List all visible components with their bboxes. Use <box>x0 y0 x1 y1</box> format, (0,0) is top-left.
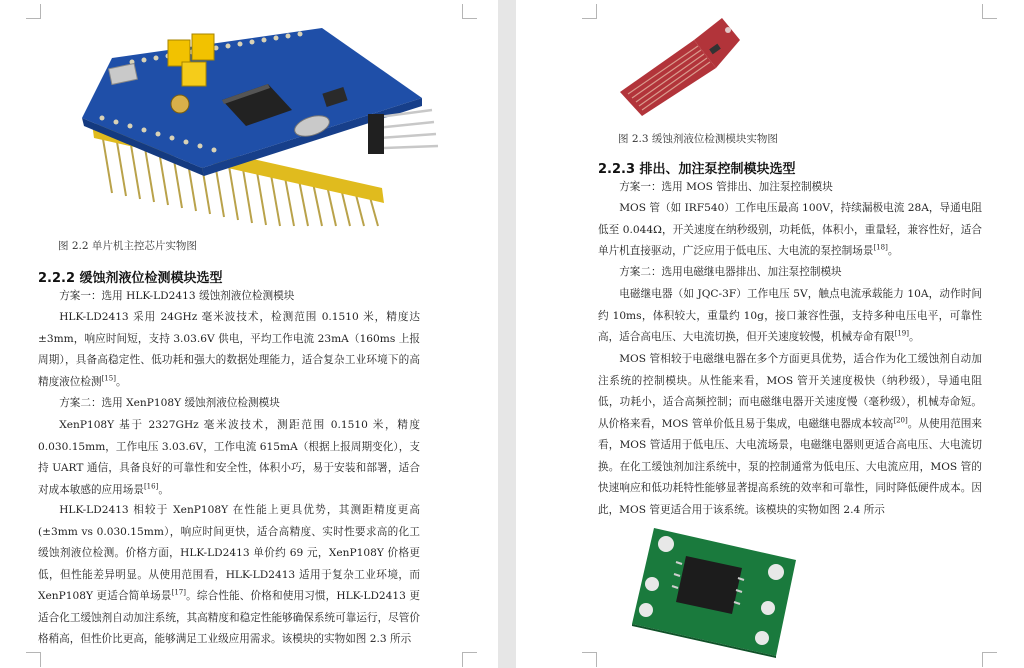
option-2-end: 。 <box>909 331 920 343</box>
section-heading: 2.2.3 排出、加注泵控制模块选型 <box>598 162 796 177</box>
document-page-right <box>516 0 1024 668</box>
comparison-body: MOS 管相较于电磁继电器在多个方面更具优势，适合作为化工缓蚀剂自动加注系统的控制模块。从性能来看，MOS 管开关速度极快（纳秒级），导通电阻低，功耗小，适合高频控制；而电磁继电器开关速度慢（毫秒级），机械寿命短。从价格来看，MOS 管单价低且易于集成，电磁继电器成本较高 <box>598 353 982 430</box>
comparison-paragraph <box>598 349 982 521</box>
option-2-body: XenP108Y 基于 2327GHz 毫米波技术，测距范围 0.1510 米，精度 0.030.15mm，工作电压 3.03.6V，工作电流 615mA（根据上报周期变化），支持 UART 通信，具备良好的可靠性和安全性，体积小巧，易于安装和部署，适合对成本敏感的应用场景 <box>38 419 420 496</box>
option-1-paragraph <box>38 307 420 393</box>
crop-mark <box>982 4 997 19</box>
option-2-end: 。 <box>158 483 169 496</box>
microcontroller-board-image <box>72 18 442 232</box>
comparison-body: HLK-LD2413 相较于 XenP108Y 在性能上更具优势，其测距精度更高(±3mm vs 0.030.15mm），响应时间更快，适合高精度、实时性要求高的化工缓蚀剂液位检测。价格方面，HLK-LD2413 单价约 69 元，XenP108Y 价格更低，但性能差异明显。从使用范围看，HLK-LD2413 适用于复杂工业环境，而 XenP108Y 更适合简单场景 <box>38 504 420 602</box>
crop-mark <box>982 652 997 667</box>
option-1-body: HLK-LD2413 采用 24GHz 毫米波技术，检测范围 0.1510 米，精度达±3mm，响应时间短，支持 3.03.6V 供电，平均工作电流 23mA（160ms 上报周期），具备高稳定性、低功耗和强大的数据处理能力，适合复杂工业环境下的高精度液位检测 <box>38 311 420 388</box>
citation: [16] <box>143 481 159 490</box>
crop-mark <box>462 652 477 667</box>
option-1-title: 方案一：选用 MOS 管排出、加注泵控制模块 <box>619 181 833 193</box>
citation: [18] <box>873 243 888 252</box>
section-heading: 2.2.2 缓蚀剂液位检测模块选型 <box>38 271 223 286</box>
option-1-title: 方案一：选用 HLK-LD2413 缓蚀剂液位检测模块 <box>59 290 295 302</box>
mos-module-image <box>630 526 800 658</box>
option-1-end: 。 <box>887 245 899 257</box>
comparison-paragraph <box>38 500 420 651</box>
figure-caption: 图 2.2 单片机主控芯片实物图 <box>58 240 197 252</box>
citation: [19] <box>894 329 909 338</box>
crop-mark <box>582 4 597 19</box>
page-gutter <box>498 0 516 668</box>
option-2-title: 方案二：选用 XenP108Y 缓蚀剂液位检测模块 <box>59 397 280 409</box>
option-2-paragraph <box>38 415 420 501</box>
option-1-paragraph <box>598 198 982 263</box>
citation: [17] <box>171 588 186 597</box>
crop-mark <box>582 652 597 667</box>
document-page-left <box>0 0 498 668</box>
option-1-body: MOS 管（如 IRF540）工作电压最高 100V，持续漏极电流 28A，导通电阻低至 0.044Ω，开关速度在纳秒级别，功耗低，体积小，重量轻，兼容性好，适合单片机直接驱动，广泛应用于低电压、大电流的泵控制场景 <box>598 202 982 257</box>
option-2-body: 电磁继电器（如 JQC-3F）工作电压 5V，触点电流承载能力 10A，动作时间约 10ms，体积较大，重量约 10g，接口兼容性强，支持多种电压电平，可靠性高，适合高电压、大电流切换，但开关速度较慢，机械寿命有限 <box>598 288 982 343</box>
option-2-paragraph <box>598 284 982 349</box>
comparison-end: 。综合性能、价格和使用习惯，HLK-LD2413 更适合化工缓蚀剂自动加注系统，其高精度和稳定性能够确保系统可靠运行，尽管价格稍高，但性价比更高，能够满足工业级应用需求。该模块的实物如图 2.3 所示 <box>38 590 420 645</box>
crop-mark <box>26 652 41 667</box>
citation: [15] <box>101 373 116 382</box>
comparison-end: 。从使用范围来看，MOS 管适用于低电压、大电流场景，电磁继电器则更适合高电压、大电流切换。在化工缓蚀剂加注系统中，泵的控制通常为低电压、大电流应用，MOS 管的快速响应和低功耗特性能够显著提高系统的效率和可靠性，同时降低硬件成本。因此，MOS 管更适合用于该系统。该模块的实物如图 2.4 所示 <box>598 417 983 516</box>
option-1-end: 。 <box>115 375 127 388</box>
figure-caption: 图 2.3 缓蚀剂液位检测模块实物图 <box>618 133 778 145</box>
crop-mark <box>462 4 477 19</box>
option-2-title: 方案二：选用电磁继电器排出、加注泵控制模块 <box>619 266 842 278</box>
liquid-level-sensor-image <box>616 16 742 120</box>
crop-mark <box>26 4 41 19</box>
citation: [20] <box>893 415 908 424</box>
